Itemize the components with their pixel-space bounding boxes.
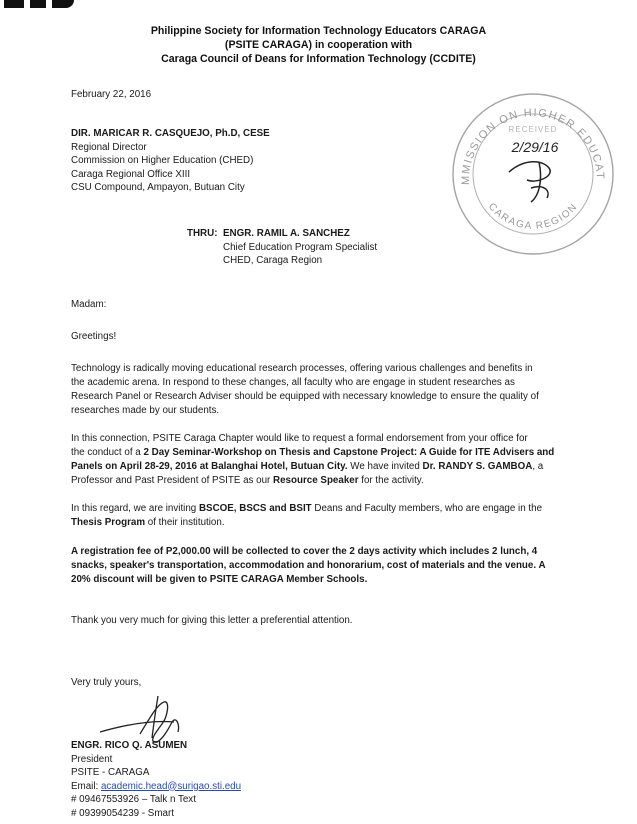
signatory-title: President	[71, 753, 113, 765]
signatory-block	[71, 739, 241, 820]
paragraph-2	[71, 432, 611, 488]
programs-list: BSCOE, BSCS and BSIT	[198, 503, 312, 514]
paragraph-line: snacks, speaker's transportation, accommodation and honorarium, cost of materials and the venue. A	[71, 560, 546, 571]
text-run: the conduct of a	[71, 447, 144, 458]
thru-line: Chief Education Program Specialist	[223, 241, 378, 253]
paragraph-line: Technology is radically moving educational research processes, offering various challenges and benefits in	[71, 363, 533, 374]
stamp-initials-scribble	[509, 162, 550, 202]
paragraph-line: 20% discount will be given to PSITE CARAGA Member Schools.	[71, 574, 368, 585]
text-run: , a	[532, 461, 544, 472]
thru-label: THRU:	[187, 228, 218, 239]
text-run: Deans and Faculty members, who are engage in the	[311, 503, 543, 514]
received-stamp	[447, 88, 619, 260]
addressee-line: Caraga Regional Office XIII	[71, 168, 191, 180]
paragraph-line	[71, 446, 611, 460]
paragraph-line: In this connection, PSITE Caraga Chapter would like to request a formal endorsement from your office for	[71, 433, 528, 444]
email-label: Email:	[71, 780, 101, 792]
seminar-title: 2 Day Seminar-Workshop on Thesis and Capstone Project: A Guide for ITE Advisers and	[143, 447, 555, 458]
signatory-org: PSITE - CARAGA	[71, 767, 150, 778]
resource-speaker-label: Resource Speaker	[273, 475, 359, 486]
addressee-name: DIR. MARICAR R. CASQUEJO, Ph.D, CESE	[71, 128, 270, 139]
stamp-handwritten-date: 2/29/16	[511, 139, 559, 155]
paragraph-line	[71, 474, 611, 488]
paragraph-line: researches made by our students.	[71, 405, 220, 416]
header-line-1: Philippine Society for Information Technology Educators CARAGA	[150, 25, 487, 37]
paragraph-4	[71, 545, 611, 587]
paragraph-3	[71, 502, 611, 530]
stamp-graphic	[447, 88, 619, 260]
signatory-name: ENGR. RICO Q. ASUMEN	[71, 740, 188, 751]
addressee-line: CSU Compound, Ampayon, Butuan City	[71, 182, 245, 193]
text-run: In this regard, we are inviting	[71, 503, 199, 514]
header-line-2: (PSITE CARAGA) in cooperation with	[224, 39, 413, 51]
thesis-program-label: Thesis Program	[71, 517, 146, 528]
paragraph-line: A registration fee of P2,000.00 will be collected to cover the 2 days activity which includes 2 lunch, 4	[71, 546, 538, 557]
event-date-venue: Panels on April 28-29, 2016 at Balanghai Hotel, Butuan City.	[71, 461, 348, 472]
paragraph-line	[71, 502, 611, 516]
closing-thanks: Thank you very much for giving this letter a preferential attention.	[71, 615, 353, 626]
paragraph-line	[71, 460, 611, 474]
stamp-ring-top: MMISSION ON HIGHER EDUCAT	[459, 106, 607, 186]
stamp-ring-bottom: CARAGA REGION	[485, 201, 581, 232]
addressee-line: Commission on Higher Education (CHED)	[71, 155, 254, 166]
speaker-name: Dr. RANDY S. GAMBOA	[422, 461, 533, 472]
closing: Very truly yours,	[71, 677, 142, 688]
addressee-block	[71, 127, 270, 195]
signatory-email-line	[71, 780, 241, 794]
phone-smart: # 09399054239 - Smart	[71, 807, 174, 819]
text-run: We have invited	[347, 461, 423, 472]
stamp-center-text: RECEIVED	[508, 125, 558, 134]
header-line-3: Caraga Council of Deans for Information Technology (CCDITE)	[161, 53, 476, 65]
phone-talk-n-text: # 09467553926 – Talk n Text	[71, 794, 196, 805]
letter-date: February 22, 2016	[71, 89, 152, 100]
addressee-line: Regional Director	[71, 141, 147, 153]
paragraph-line: the academic arena. In respond to these changes, all faculty who are engage in student researches as	[71, 377, 515, 388]
greeting: Greetings!	[71, 331, 117, 342]
text-run: of their institution.	[145, 517, 225, 528]
thru-name: ENGR. RAMIL A. SANCHEZ	[223, 228, 350, 239]
paragraph-1	[71, 362, 611, 418]
thru-block	[223, 227, 377, 268]
paragraph-line	[71, 516, 611, 530]
text-run: for the activity.	[358, 475, 424, 486]
text-run: Professor and Past President of PSITE as our	[71, 475, 274, 486]
thru-line: CHED, Caraga Region	[223, 255, 323, 266]
paragraph-line: Research Panel or Research Adviser should be equipped with necessary knowledge to ensure the quality of	[71, 391, 539, 402]
email-link[interactable]: academic.head@surigao.sti.edu	[100, 780, 242, 792]
salutation: Madam:	[71, 299, 107, 310]
signature-stroke	[100, 696, 179, 742]
logo-fragment	[0, 0, 78, 10]
